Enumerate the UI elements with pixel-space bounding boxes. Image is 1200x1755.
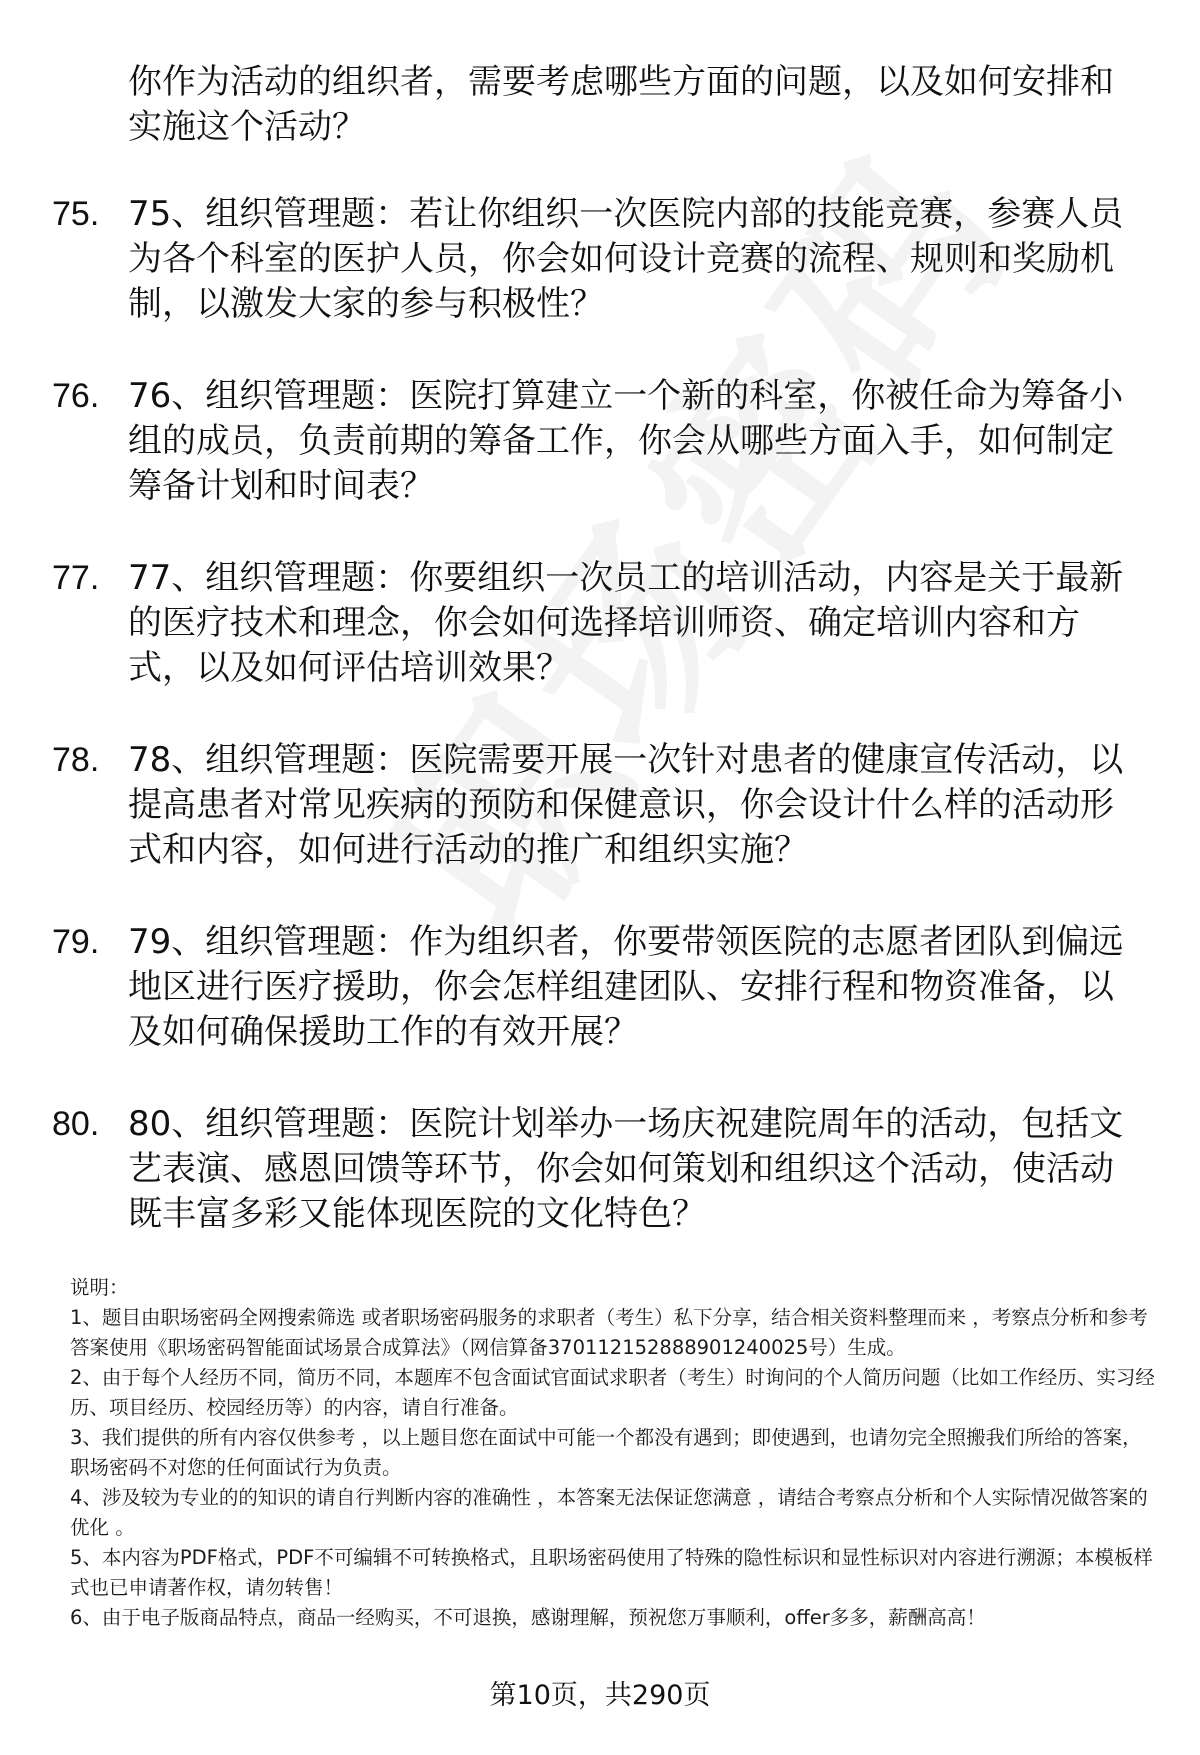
notes-title: 说明： — [70, 1276, 129, 1299]
question-text: 80、组织管理题：医院计划举办一场庆祝建院周年的活动，包括文艺表演、感恩回馈等环节，你会如何策划和组织这个活动，使活动既丰富多彩又能体现医院的文化特色？ — [128, 1104, 1124, 1234]
question-item — [52, 192, 1152, 327]
question-item — [52, 556, 1152, 691]
continuation-text: 你作为活动的组织者，需要考虑哪些方面的问题，以及如何安排和实施这个活动？ — [128, 62, 1114, 147]
note-item: 3、我们提供的所有内容仅供参考 ，以上题目您在面试中可能一个都没有遇到；即使遇到，也请勿完全照搬我们所给的答案，职场密码不对您的任何面试行为负责。 — [70, 1426, 1142, 1479]
question-item — [52, 738, 1152, 873]
question-number: 75. — [52, 195, 100, 233]
question-number: 78. — [52, 741, 100, 779]
question-text: 77、组织管理题：你要组织一次员工的培训活动，内容是关于最新的医疗技术和理念，你会如何选择培训师资、确定培训内容和方式，以及如何评估培训效果？ — [128, 558, 1124, 688]
question-text: 78、组织管理题：医院需要开展一次针对患者的健康宣传活动，以提高患者对常见疾病的预防和保健意识，你会设计什么样的活动形式和内容，如何进行活动的推广和组织实施？ — [128, 740, 1124, 870]
note-item: 5、本内容为PDF格式，PDF不可编辑不可转换格式，且职场密码使用了特殊的隐性标识和显性标识对内容进行溯源；本模板样式也已申请著作权，请勿转售！ — [70, 1546, 1153, 1599]
question-number: 77. — [52, 559, 100, 597]
question-item — [52, 920, 1152, 1055]
question-text: 76、组织管理题：医院打算建立一个新的科室，你被任命为筹备小组的成员，负责前期的筹备工作，你会从哪些方面入手，如何制定筹备计划和时间表？ — [128, 376, 1124, 506]
question-text: 75、组织管理题：若让你组织一次医院内部的技能竞赛，参赛人员为各个科室的医护人员，你会如何设计竞赛的流程、规则和奖励机制，以激发大家的参与积极性？ — [128, 194, 1124, 324]
question-number: 79. — [52, 923, 100, 961]
note-item: 2、由于每个人经历不同，简历不同，本题库不包含面试官面试求职者（考生）时询问的个人简历问题（比如工作经历、实习经历、项目经历、校园经历等）的内容，请自行准备。 — [70, 1366, 1155, 1419]
question-list — [52, 192, 1152, 1284]
question-number: 80. — [52, 1105, 100, 1143]
question-item — [52, 1102, 1152, 1237]
note-item: 1、题目由职场密码全网搜索筛选 或者职场密码服务的求职者（考生）私下分享，结合相关资料整理而来 ，考察点分析和参考答案使用《职场密码智能面试场景合成算法》（网信算备370112152888901240025号）生成。 — [70, 1306, 1148, 1359]
question-item — [52, 374, 1152, 509]
question-number: 76. — [52, 377, 100, 415]
note-item: 6、由于电子版商品特点，商品一经购买，不可退换，感谢理解，预祝您万事顺利，offer多多，薪酬高高！ — [70, 1606, 986, 1629]
note-item: 4、涉及较为专业的的知识的请自行判断内容的准确性 ，本答案无法保证您满意 ，请结合考察点分析和个人实际情况做答案的优化 。 — [70, 1486, 1148, 1539]
notes-section — [70, 1273, 1160, 1633]
page-footer: 第10页，共290页 — [489, 1680, 711, 1711]
question-text: 79、组织管理题：作为组织者，你要带领医院的志愿者团队到偏远地区进行医疗援助，你会怎样组建团队、安排行程和物资准备，以及如何确保援助工作的有效开展？ — [128, 922, 1124, 1052]
